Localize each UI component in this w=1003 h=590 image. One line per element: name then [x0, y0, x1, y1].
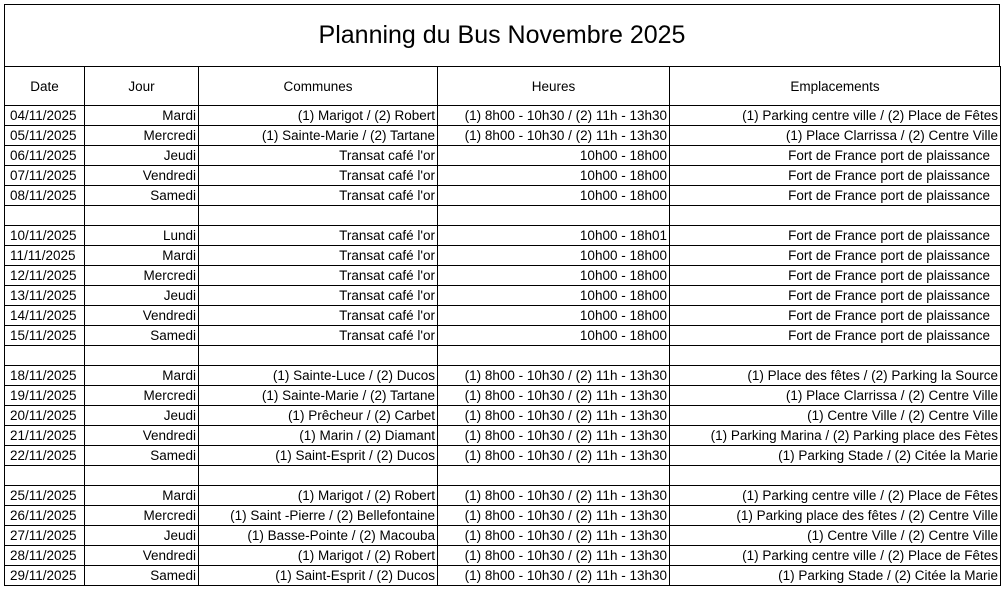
jour-cell: Mercredi — [85, 506, 199, 526]
table-row — [5, 466, 1001, 486]
communes-cell: (1) Marigot / (2) Robert — [199, 486, 438, 506]
jour-cell: Samedi — [85, 566, 199, 586]
heures-cell: (1) 8h00 - 10h30 / (2) 11h - 13h30 — [438, 546, 670, 566]
date-cell — [5, 206, 85, 226]
emplacements-cell: Fort de France port de plaissance — [670, 246, 1001, 266]
table-row — [5, 146, 1001, 166]
emplacements-cell: Fort de France port de plaissance — [670, 306, 1001, 326]
heures-cell — [438, 346, 670, 366]
communes-cell: (1) Marigot / (2) Robert — [199, 546, 438, 566]
header-communes: Communes — [199, 67, 438, 106]
table-row — [5, 106, 1001, 126]
table-row — [5, 266, 1001, 286]
emplacements-cell: (1) Place des fêtes / (2) Parking la Source — [670, 366, 1001, 386]
communes-cell: Transat café l'or — [199, 286, 438, 306]
jour-cell: Mercredi — [85, 386, 199, 406]
heures-cell — [438, 466, 670, 486]
jour-cell — [85, 466, 199, 486]
jour-cell: Lundi — [85, 226, 199, 246]
communes-cell: (1) Saint-Esprit / (2) Ducos — [199, 566, 438, 586]
date-cell: 14/11/2025 — [5, 306, 85, 326]
jour-cell: Samedi — [85, 186, 199, 206]
table-row — [5, 406, 1001, 426]
communes-cell: Transat café l'or — [199, 226, 438, 246]
header-date: Date — [5, 67, 85, 106]
jour-cell: Vendredi — [85, 306, 199, 326]
emplacements-cell: (1) Centre Ville / (2) Centre Ville — [670, 406, 1001, 426]
emplacements-cell: Fort de France port de plaissance — [670, 146, 1001, 166]
jour-cell: Mardi — [85, 106, 199, 126]
emplacements-cell: (1) Place Clarrissa / (2) Centre Ville — [670, 126, 1001, 146]
emplacements-cell: (1) Parking Stade / (2) Citée la Marie — [670, 446, 1001, 466]
jour-cell: Jeudi — [85, 526, 199, 546]
heures-cell: (1) 8h00 - 10h30 / (2) 11h - 13h30 — [438, 506, 670, 526]
date-cell: 20/11/2025 — [5, 406, 85, 426]
date-cell: 25/11/2025 — [5, 486, 85, 506]
heures-cell: 10h00 - 18h01 — [438, 226, 670, 246]
table-row — [5, 126, 1001, 146]
emplacements-cell: Fort de France port de plaissance — [670, 186, 1001, 206]
emplacements-cell: (1) Parking Stade / (2) Citée la Marie — [670, 566, 1001, 586]
heures-cell — [438, 206, 670, 226]
table-row — [5, 306, 1001, 326]
heures-cell: (1) 8h00 - 10h30 / (2) 11h - 13h30 — [438, 566, 670, 586]
communes-cell: (1) Basse-Pointe / (2) Macouba — [199, 526, 438, 546]
emplacements-cell: (1) Centre Ville / (2) Centre Ville — [670, 526, 1001, 546]
jour-cell: Mardi — [85, 366, 199, 386]
jour-cell: Mardi — [85, 486, 199, 506]
emplacements-cell: Fort de France port de plaissance — [670, 286, 1001, 306]
jour-cell: Jeudi — [85, 146, 199, 166]
date-cell: 11/11/2025 — [5, 246, 85, 266]
communes-cell: Transat café l'or — [199, 326, 438, 346]
communes-cell: (1) Saint-Esprit / (2) Ducos — [199, 446, 438, 466]
table-row — [5, 546, 1001, 566]
communes-cell: Transat café l'or — [199, 306, 438, 326]
communes-cell — [199, 206, 438, 226]
table-row — [5, 166, 1001, 186]
jour-cell: Mercredi — [85, 126, 199, 146]
table-row — [5, 566, 1001, 586]
schedule-sheet — [4, 4, 1000, 586]
date-cell: 27/11/2025 — [5, 526, 85, 546]
table-row — [5, 326, 1001, 346]
communes-cell — [199, 466, 438, 486]
jour-cell: Vendredi — [85, 166, 199, 186]
heures-cell: (1) 8h00 - 10h30 / (2) 11h - 13h30 — [438, 406, 670, 426]
table-row — [5, 186, 1001, 206]
date-cell: 22/11/2025 — [5, 446, 85, 466]
heures-cell: 10h00 - 18h00 — [438, 286, 670, 306]
date-cell: 12/11/2025 — [5, 266, 85, 286]
communes-cell: (1) Marigot / (2) Robert — [199, 106, 438, 126]
heures-cell: 10h00 - 18h00 — [438, 306, 670, 326]
date-cell: 19/11/2025 — [5, 386, 85, 406]
header-jour: Jour — [85, 67, 199, 106]
date-cell — [5, 466, 85, 486]
header-heures: Heures — [438, 67, 670, 106]
date-cell: 07/11/2025 — [5, 166, 85, 186]
heures-cell: 10h00 - 18h00 — [438, 326, 670, 346]
communes-cell: (1) Sainte-Marie / (2) Tartane — [199, 126, 438, 146]
jour-cell: Samedi — [85, 446, 199, 466]
emplacements-cell: Fort de France port de plaissance — [670, 266, 1001, 286]
jour-cell — [85, 346, 199, 366]
emplacements-cell — [670, 346, 1001, 366]
heures-cell: (1) 8h00 - 10h30 / (2) 11h - 13h30 — [438, 486, 670, 506]
date-cell: 29/11/2025 — [5, 566, 85, 586]
date-cell: 08/11/2025 — [5, 186, 85, 206]
heures-cell: 10h00 - 18h00 — [438, 186, 670, 206]
communes-cell: (1) Sainte-Luce / (2) Ducos — [199, 366, 438, 386]
jour-cell: Jeudi — [85, 286, 199, 306]
table-row — [5, 346, 1001, 366]
date-cell: 05/11/2025 — [5, 126, 85, 146]
jour-cell: Samedi — [85, 326, 199, 346]
communes-cell: (1) Sainte-Marie / (2) Tartane — [199, 386, 438, 406]
jour-cell: Vendredi — [85, 426, 199, 446]
jour-cell: Mercredi — [85, 266, 199, 286]
header-emplacements: Emplacements — [670, 67, 1001, 106]
date-cell — [5, 346, 85, 366]
heures-cell: 10h00 - 18h00 — [438, 146, 670, 166]
date-cell: 15/11/2025 — [5, 326, 85, 346]
heures-cell: (1) 8h00 - 10h30 / (2) 11h - 13h30 — [438, 526, 670, 546]
heures-cell: (1) 8h00 - 10h30 / (2) 11h - 13h30 — [438, 366, 670, 386]
table-row — [5, 486, 1001, 506]
table-row — [5, 386, 1001, 406]
heures-cell: (1) 8h00 - 10h30 / (2) 11h - 13h30 — [438, 126, 670, 146]
heures-cell: (1) 8h00 - 10h30 / (2) 11h - 13h30 — [438, 446, 670, 466]
page-title: Planning du Bus Novembre 2025 — [4, 4, 1000, 66]
heures-cell: 10h00 - 18h00 — [438, 166, 670, 186]
table-row — [5, 506, 1001, 526]
emplacements-cell: Fort de France port de plaissance — [670, 166, 1001, 186]
emplacements-cell: (1) Parking place des fêtes / (2) Centre Ville — [670, 506, 1001, 526]
table-row — [5, 526, 1001, 546]
heures-cell: 10h00 - 18h00 — [438, 246, 670, 266]
date-cell: 18/11/2025 — [5, 366, 85, 386]
jour-cell — [85, 206, 199, 226]
communes-cell: (1) Prêcheur / (2) Carbet — [199, 406, 438, 426]
table-row — [5, 226, 1001, 246]
emplacements-cell: (1) Parking centre ville / (2) Place de Fêtes — [670, 486, 1001, 506]
schedule-table — [4, 66, 1001, 586]
date-cell: 06/11/2025 — [5, 146, 85, 166]
emplacements-cell — [670, 206, 1001, 226]
emplacements-cell: (1) Parking centre ville / (2) Place de Fêtes — [670, 106, 1001, 126]
emplacements-cell: Fort de France port de plaissance — [670, 226, 1001, 246]
date-cell: 28/11/2025 — [5, 546, 85, 566]
emplacements-cell: Fort de France port de plaissance — [670, 326, 1001, 346]
jour-cell: Mardi — [85, 246, 199, 266]
communes-cell: Transat café l'or — [199, 146, 438, 166]
heures-cell: (1) 8h00 - 10h30 / (2) 11h - 13h30 — [438, 426, 670, 446]
table-row — [5, 206, 1001, 226]
emplacements-cell: (1) Parking Marina / (2) Parking place des Fètes — [670, 426, 1001, 446]
jour-cell: Vendredi — [85, 546, 199, 566]
communes-cell: Transat café l'or — [199, 186, 438, 206]
table-row — [5, 246, 1001, 266]
date-cell: 13/11/2025 — [5, 286, 85, 306]
heures-cell: (1) 8h00 - 10h30 / (2) 11h - 13h30 — [438, 386, 670, 406]
table-row — [5, 286, 1001, 306]
schedule-body — [5, 106, 1001, 586]
jour-cell: Jeudi — [85, 406, 199, 426]
date-cell: 10/11/2025 — [5, 226, 85, 246]
communes-cell: (1) Saint -Pierre / (2) Bellefontaine — [199, 506, 438, 526]
communes-cell — [199, 346, 438, 366]
heures-cell: 10h00 - 18h00 — [438, 266, 670, 286]
communes-cell: (1) Marin / (2) Diamant — [199, 426, 438, 446]
communes-cell: Transat café l'or — [199, 266, 438, 286]
communes-cell: Transat café l'or — [199, 246, 438, 266]
date-cell: 04/11/2025 — [5, 106, 85, 126]
heures-cell: (1) 8h00 - 10h30 / (2) 11h - 13h30 — [438, 106, 670, 126]
emplacements-cell: (1) Place Clarrissa / (2) Centre Ville — [670, 386, 1001, 406]
emplacements-cell: (1) Parking centre ville / (2) Place de Fêtes — [670, 546, 1001, 566]
table-row — [5, 366, 1001, 386]
header-row — [5, 67, 1001, 106]
date-cell: 21/11/2025 — [5, 426, 85, 446]
emplacements-cell — [670, 466, 1001, 486]
communes-cell: Transat café l'or — [199, 166, 438, 186]
table-row — [5, 446, 1001, 466]
table-row — [5, 426, 1001, 446]
date-cell: 26/11/2025 — [5, 506, 85, 526]
